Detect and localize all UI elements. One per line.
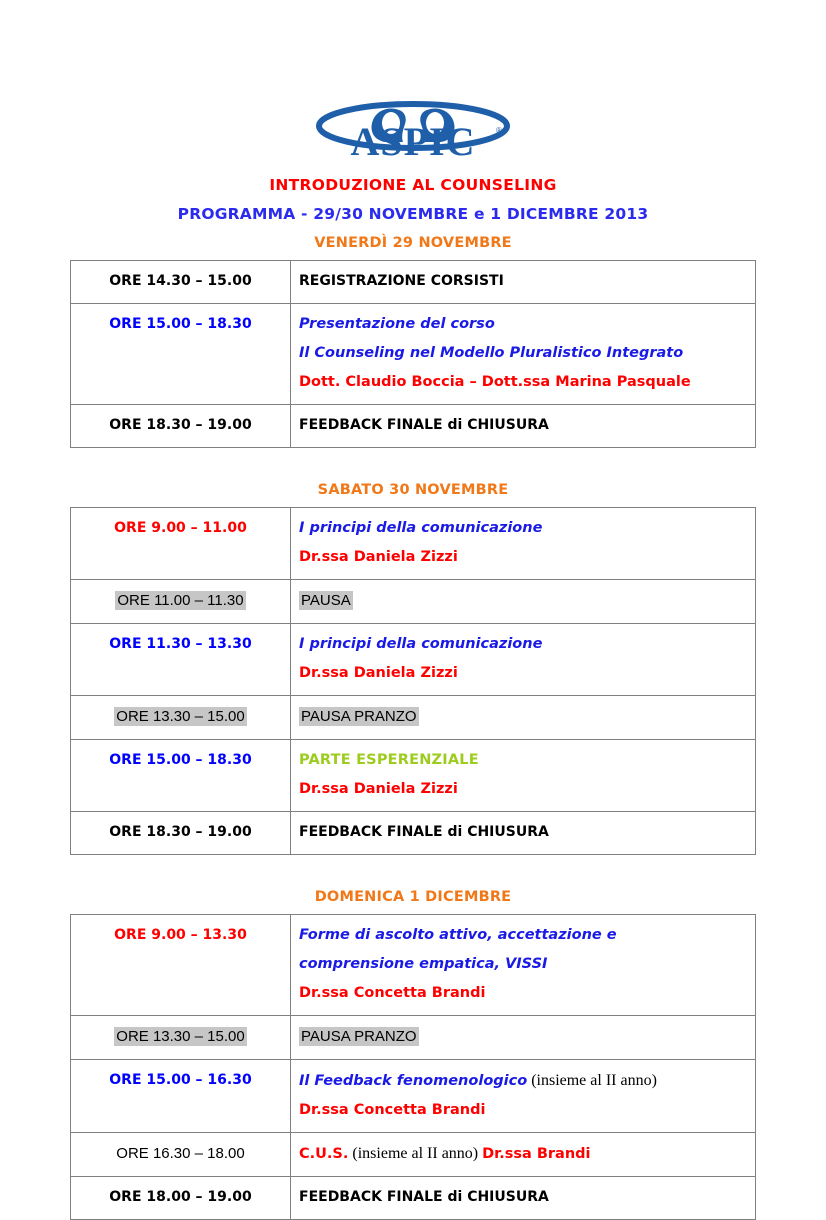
description-text: Dr.ssa Daniela Zizzi (299, 665, 458, 681)
description-text: Dr.ssa Concetta Brandi (299, 985, 486, 1001)
description-cell (291, 580, 756, 624)
table-row (71, 405, 756, 448)
time-cell (71, 261, 291, 304)
time-label: ORE 14.30 – 15.00 (109, 273, 252, 289)
table-row (71, 812, 756, 855)
description-text: PARTE ESPERENZIALE (299, 752, 479, 768)
table-row (71, 1177, 756, 1220)
description-text: Dr.ssa Daniela Zizzi (299, 549, 458, 565)
day-heading: SABATO 30 NOVEMBRE (317, 482, 509, 498)
description-segment: Il Feedback fenomenologico (299, 1073, 528, 1089)
table-row (71, 304, 756, 405)
time-cell (71, 812, 291, 855)
description-line (299, 267, 747, 296)
description-text: PAUSA PRANZO (301, 708, 417, 725)
time-cell (71, 405, 291, 448)
description-line (299, 339, 747, 368)
description-line (299, 514, 747, 543)
description-line (299, 979, 747, 1008)
description-text: Il Counseling nel Modello Pluralistico Integrato (299, 345, 684, 361)
description-text: Dr.ssa Daniela Zizzi (299, 781, 458, 797)
description-text: PAUSA PRANZO (301, 1028, 417, 1045)
description-text: Presentazione del corso (299, 316, 495, 332)
description-cell (291, 405, 756, 448)
description-line (299, 586, 747, 616)
aspic-wordmark: ASPIC (350, 119, 476, 164)
schedule-container (0, 235, 826, 1220)
time-cell (71, 696, 291, 740)
description-cell (291, 915, 756, 1016)
time-cell (71, 580, 291, 624)
description-text: REGISTRAZIONE CORSISTI (299, 273, 504, 289)
table-row (71, 261, 756, 304)
time-cell (71, 915, 291, 1016)
table-row (71, 696, 756, 740)
time-label: ORE 11.00 – 11.30 (117, 592, 244, 609)
page-subtitle: PROGRAMMA - 29/30 NOVEMBRE e 1 DICEMBRE 2013 (177, 205, 649, 223)
time-cell (71, 740, 291, 812)
description-cell (291, 304, 756, 405)
table-row (71, 740, 756, 812)
description-cell (291, 1060, 756, 1133)
description-text: I principi della comunicazione (299, 636, 543, 652)
time-label: ORE 13.30 – 15.00 (116, 1028, 245, 1045)
description-segment: (insieme al II anno) (527, 1072, 657, 1089)
table-row (71, 915, 756, 1016)
table-row (71, 1060, 756, 1133)
time-cell (71, 1133, 291, 1177)
time-label: ORE 15.00 – 18.30 (109, 752, 252, 768)
description-cell (291, 696, 756, 740)
time-cell (71, 1177, 291, 1220)
description-text: Dott. Claudio Boccia – Dott.ssa Marina Pasquale (299, 374, 691, 390)
description-line (299, 1022, 747, 1052)
description-line (299, 630, 747, 659)
description-line (299, 411, 747, 440)
table-row (71, 624, 756, 696)
time-label: ORE 15.00 – 16.30 (109, 1072, 252, 1088)
day-heading: VENERDÌ 29 NOVEMBRE (314, 235, 512, 251)
description-segment: C.U.S. (299, 1146, 349, 1162)
time-cell (71, 508, 291, 580)
table-row (71, 580, 756, 624)
table-row (71, 1016, 756, 1060)
aspic-logo (0, 0, 826, 166)
description-line (299, 543, 747, 572)
time-cell (71, 1016, 291, 1060)
registered-mark-icon: ® (496, 126, 502, 135)
description-line (299, 746, 747, 775)
schedule-table (70, 914, 756, 1220)
description-line (299, 921, 747, 950)
description-text: Dr.ssa Concetta Brandi (299, 1102, 486, 1118)
description-line (299, 702, 747, 732)
time-label: ORE 16.30 – 18.00 (116, 1145, 245, 1162)
time-label: ORE 18.00 – 19.00 (109, 1189, 252, 1205)
time-label: ORE 18.30 – 19.00 (109, 417, 252, 433)
description-line (299, 818, 747, 847)
time-label: ORE 11.30 – 13.30 (109, 636, 252, 652)
description-cell (291, 1133, 756, 1177)
description-line (299, 1066, 747, 1096)
description-line (299, 950, 747, 979)
time-label: ORE 15.00 – 18.30 (109, 316, 252, 332)
description-segment: (insieme al II anno) (348, 1145, 483, 1162)
description-line (299, 310, 747, 339)
description-text: PAUSA (301, 592, 351, 609)
time-cell (71, 1060, 291, 1133)
schedule-table (70, 507, 756, 855)
description-cell (291, 740, 756, 812)
description-text: comprensione empatica, VISSI (299, 956, 548, 972)
time-cell (71, 624, 291, 696)
description-cell (291, 1016, 756, 1060)
description-line (299, 659, 747, 688)
time-label: ORE 9.00 – 13.30 (114, 927, 247, 943)
time-cell (71, 304, 291, 405)
description-cell (291, 508, 756, 580)
description-text: FEEDBACK FINALE di CHIUSURA (299, 1189, 549, 1205)
table-row (71, 508, 756, 580)
description-line (299, 1183, 747, 1212)
description-line (299, 1139, 747, 1169)
description-line (299, 775, 747, 804)
description-line (299, 368, 747, 397)
description-text: FEEDBACK FINALE di CHIUSURA (299, 824, 549, 840)
page-title: INTRODUZIONE AL COUNSELING (269, 176, 557, 194)
aspic-logo-svg (313, 100, 513, 166)
description-text: Forme di ascolto attivo, accettazione e (299, 927, 617, 943)
description-cell (291, 624, 756, 696)
table-row (71, 1133, 756, 1177)
day-heading: DOMENICA 1 DICEMBRE (314, 889, 512, 905)
description-text: I principi della comunicazione (299, 520, 543, 536)
description-cell (291, 1177, 756, 1220)
description-segment: Dr.ssa Brandi (482, 1146, 591, 1162)
description-cell (291, 812, 756, 855)
description-cell (291, 261, 756, 304)
time-label: ORE 9.00 – 11.00 (114, 520, 247, 536)
schedule-table (70, 260, 756, 448)
time-label: ORE 13.30 – 15.00 (116, 708, 245, 725)
description-line (299, 1096, 747, 1125)
description-text: FEEDBACK FINALE di CHIUSURA (299, 417, 549, 433)
time-label: ORE 18.30 – 19.00 (109, 824, 252, 840)
